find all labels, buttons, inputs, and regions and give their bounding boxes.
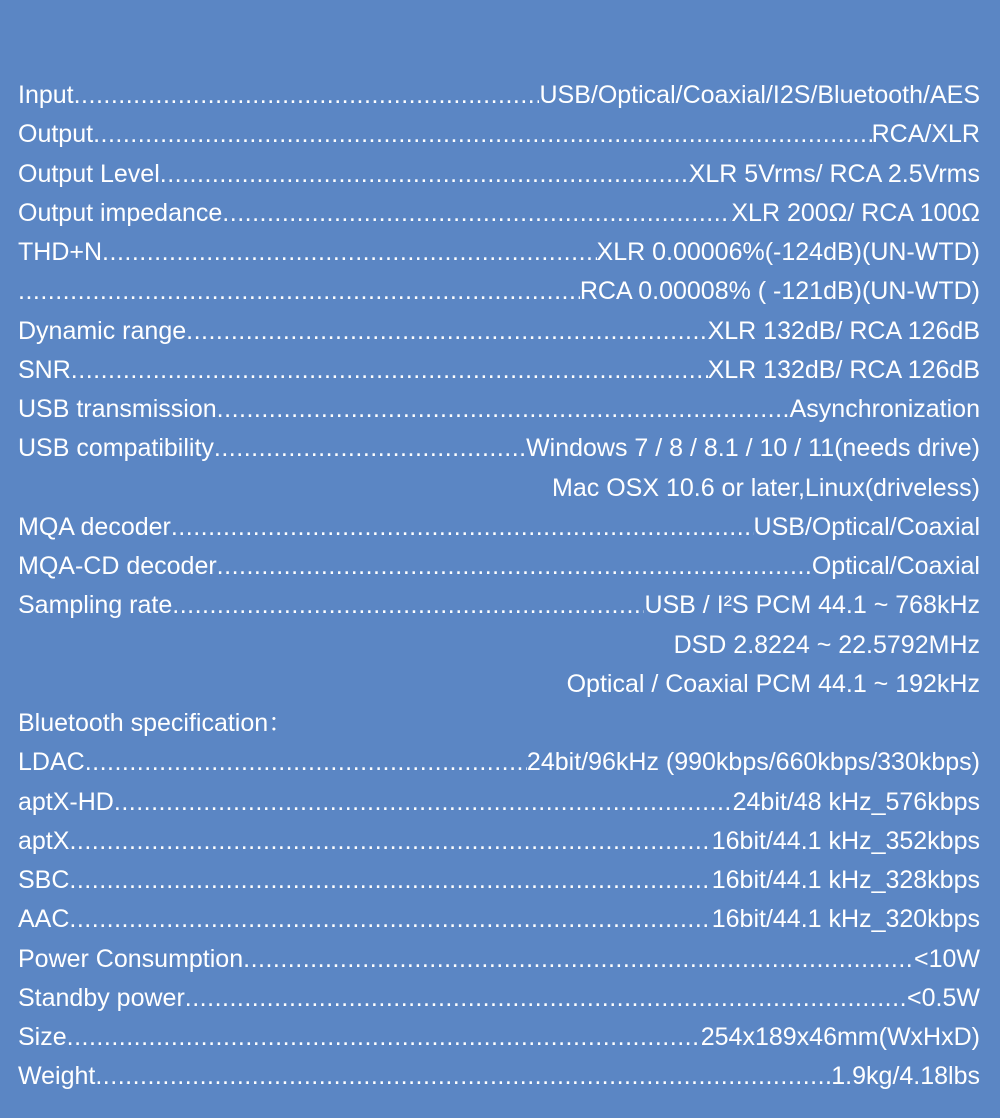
spec-label: SBC	[18, 866, 70, 894]
spec-value: 24bit/96kHz (990kbps/660kbps/330kbps)	[526, 748, 980, 777]
spec-row	[18, 429, 980, 468]
spec-row	[18, 1018, 980, 1057]
dot-leader	[171, 508, 754, 547]
spec-row	[18, 312, 980, 351]
spec-row	[18, 665, 980, 704]
spec-value: XLR 132dB/ RCA 126dB	[707, 316, 980, 345]
spec-value: XLR 5Vrms/ RCA 2.5Vrms	[688, 159, 980, 188]
spec-row	[18, 155, 980, 194]
dot-leader	[185, 979, 907, 1018]
spec-row	[18, 1057, 980, 1096]
dot-leader	[114, 783, 733, 822]
spec-label: Weight	[18, 1062, 96, 1091]
spec-row	[18, 940, 980, 979]
dot-leader	[172, 586, 644, 625]
spec-label: aptX	[18, 826, 70, 855]
spec-row	[18, 469, 980, 508]
dot-leader	[69, 900, 711, 939]
spec-row	[18, 194, 980, 233]
dot-leader	[74, 76, 540, 115]
spec-row	[18, 115, 980, 154]
spec-label: LDAC	[18, 748, 85, 777]
dot-leader	[217, 390, 790, 429]
spec-label: USB transmission	[18, 395, 217, 423]
dot-leader	[85, 743, 527, 782]
spec-value: XLR 200Ω/ RCA 100Ω	[731, 198, 980, 227]
spec-label: Output Level	[18, 159, 160, 188]
spec-row	[18, 743, 980, 782]
dot-leader	[67, 1018, 701, 1057]
spec-value: 16bit/44.1 kHz_328kbps	[711, 866, 980, 894]
dot-leader	[102, 233, 597, 272]
spec-value: Optical / Coaxial PCM 44.1 ~ 192kHz	[566, 669, 980, 698]
spec-value: USB/Optical/Coaxial	[753, 512, 980, 541]
spec-label: Standby power	[18, 983, 185, 1012]
spec-label: Size	[18, 1023, 67, 1051]
spec-value: 1.9kg/4.18lbs	[831, 1062, 980, 1091]
spec-row	[18, 586, 980, 625]
spec-label: MQA decoder	[18, 512, 171, 541]
spec-label: Power Consumption	[18, 944, 244, 973]
spec-row	[18, 704, 980, 743]
spec-label: USB compatibility	[18, 434, 214, 463]
spec-value: USB/Optical/Coaxial/I2S/Bluetooth/AES	[539, 81, 980, 109]
spec-label: Dynamic range	[18, 316, 187, 345]
spec-value: Windows 7 / 8 / 8.1 / 10 / 11(needs drive)	[526, 434, 980, 463]
spec-value: 16bit/44.1 kHz_320kbps	[711, 905, 980, 934]
dot-leader	[69, 861, 711, 900]
spec-row	[18, 822, 980, 861]
dot-leader	[69, 822, 711, 861]
dot-leader	[18, 272, 580, 311]
spec-row	[18, 783, 980, 822]
spec-row	[18, 272, 980, 311]
spec-row	[18, 76, 980, 115]
dot-leader	[243, 940, 914, 979]
spec-value: RCA 0.00008% ( -121dB)(UN-WTD)	[579, 277, 980, 306]
spec-label: SNR	[18, 355, 71, 384]
spec-row	[18, 900, 980, 939]
dot-leader	[95, 1057, 831, 1096]
spec-label: Input	[18, 81, 74, 109]
spec-row	[18, 508, 980, 547]
dot-leader	[93, 115, 872, 154]
spec-row	[18, 979, 980, 1018]
spec-label: Output impedance	[18, 198, 223, 227]
spec-value: 24bit/48 kHz_576kbps	[732, 787, 980, 816]
spec-value: RCA/XLR	[871, 120, 980, 149]
spec-label: aptX-HD	[18, 787, 114, 816]
dot-leader	[186, 312, 707, 351]
spec-row	[18, 861, 980, 900]
spec-row	[18, 233, 980, 272]
spec-value: USB / I²S PCM 44.1 ~ 768kHz	[644, 591, 980, 620]
spec-sheet	[18, 76, 980, 1097]
spec-value: Optical/Coaxial	[811, 552, 980, 580]
spec-row	[18, 626, 980, 665]
spec-label: Output	[18, 120, 94, 149]
spec-row	[18, 351, 980, 390]
spec-value: <10W	[913, 944, 980, 973]
dot-leader	[71, 351, 708, 390]
spec-row	[18, 547, 980, 586]
spec-value: XLR 132dB/ RCA 126dB	[707, 355, 980, 384]
spec-label: MQA-CD decoder	[18, 552, 217, 580]
spec-row	[18, 390, 980, 429]
spec-value: XLR 0.00006%(-124dB)(UN-WTD)	[596, 238, 980, 266]
spec-value: Asynchronization	[789, 395, 980, 423]
dot-leader	[222, 194, 731, 233]
spec-value: 254x189x46mm(WxHxD)	[700, 1023, 980, 1051]
spec-value: 16bit/44.1 kHz_352kbps	[711, 826, 980, 855]
dot-leader	[214, 429, 526, 468]
spec-value: Mac OSX 10.6 or later,Linux(driveless)	[552, 473, 980, 502]
spec-label: Bluetooth specification：	[18, 709, 294, 737]
spec-value: DSD 2.8224 ~ 22.5792MHz	[673, 630, 980, 659]
dot-leader	[217, 547, 812, 586]
spec-label: THD+N	[18, 238, 103, 266]
dot-leader	[160, 155, 689, 194]
spec-label: AAC	[18, 905, 70, 934]
spec-value: <0.5W	[907, 983, 980, 1012]
spec-label: Sampling rate	[18, 591, 173, 620]
